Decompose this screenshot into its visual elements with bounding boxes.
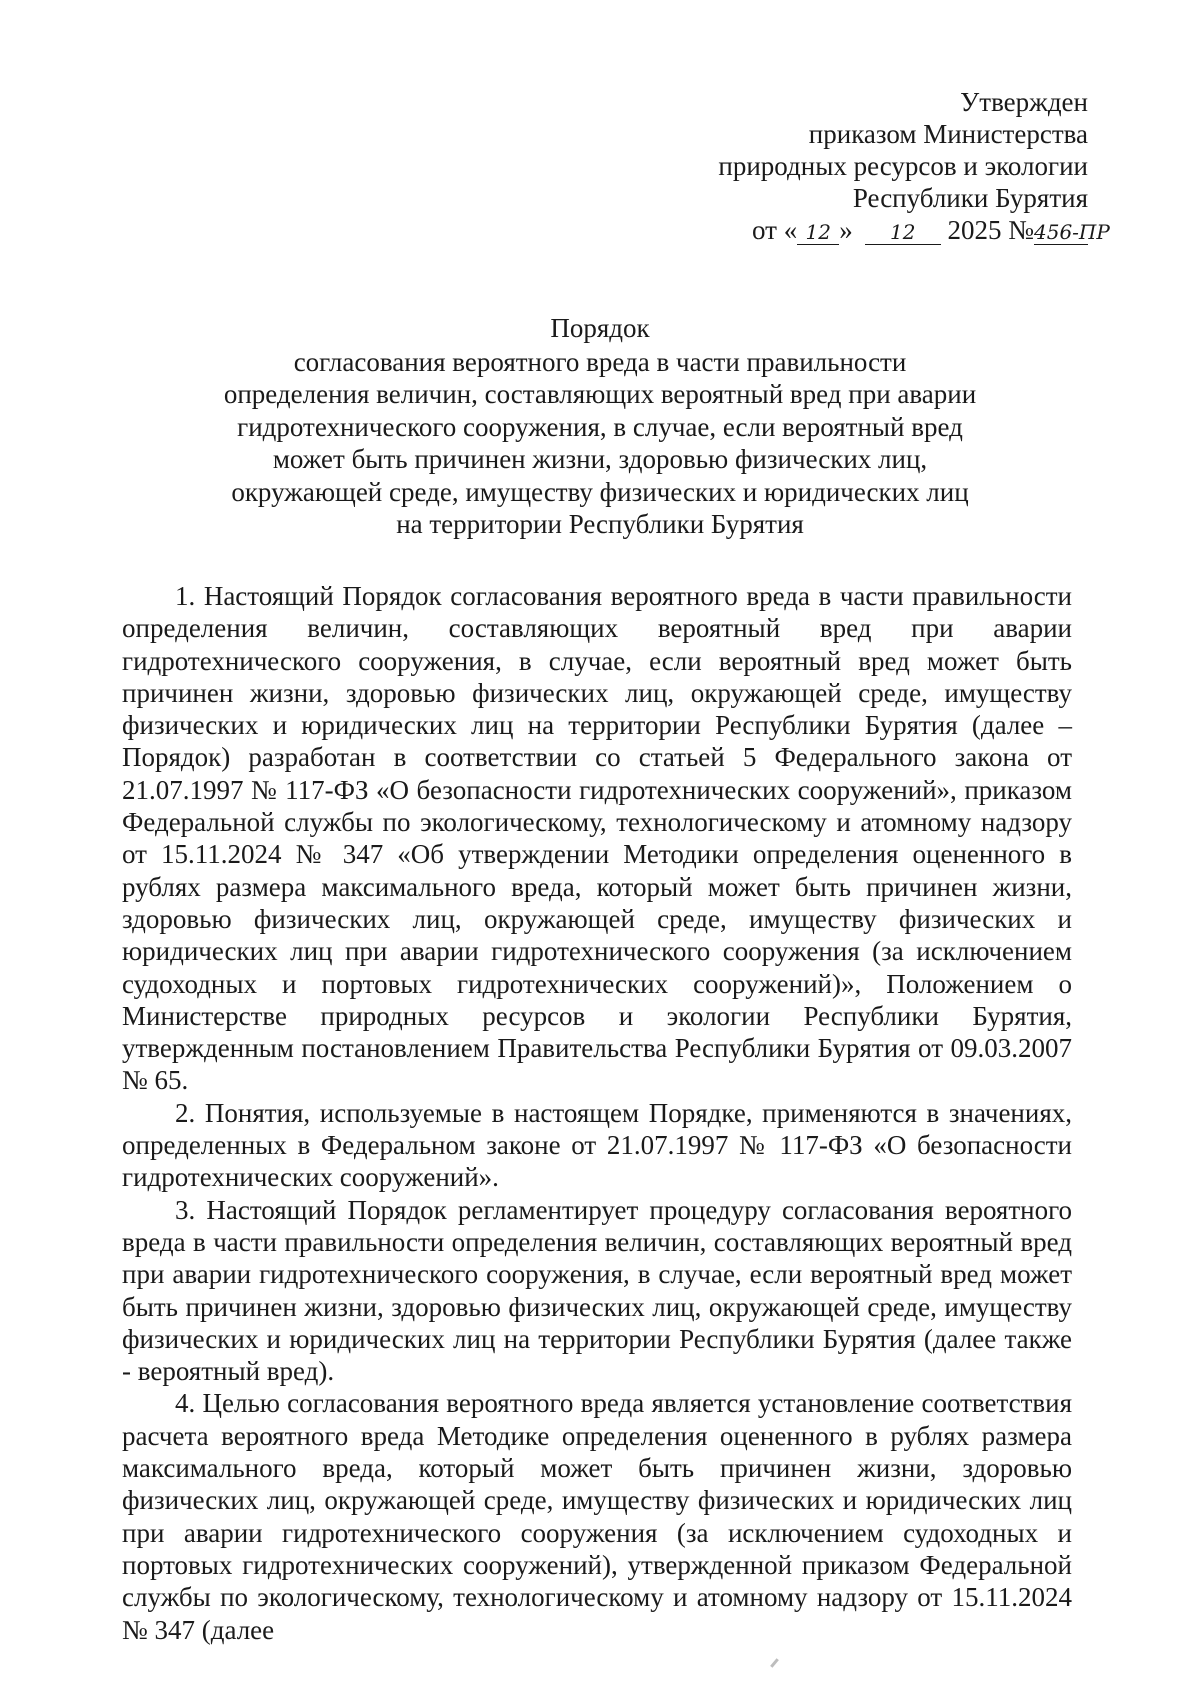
title-line-3: гидротехнического сооружения, в случае, если вероятный вред xyxy=(237,411,963,442)
document-body xyxy=(122,580,1072,1646)
date-month-handwritten: 12 xyxy=(865,220,941,245)
scan-mark xyxy=(770,1658,779,1668)
paragraph-2: 2. Понятия, используемые в настоящем Порядке, применяются в значениях, определенных в Федеральном законе от 21.07.1997 № 117-ФЗ «О безопасности гидротехнических сооружений». xyxy=(122,1097,1072,1193)
paragraph-4: 4. Целью согласования вероятного вреда является установление соответствия расчета вероятного вреда Методике определения оцененного в рублях размера максимального вреда, который может быть причинен жизни, здоровью физических лиц, окружающей среде, имуществу физических и юридических лиц при аварии гидротехнического сооружения (за исключением судоходных и портовых гидротехнических сооружений), утвержденной приказом Федеральной службы по экологическому, технологическому и атомному надзору от 15.11.2024 № 347 (далее xyxy=(122,1388,1072,1645)
date-mid: » xyxy=(839,215,853,245)
approval-line-2: приказом Министерства xyxy=(808,119,1088,149)
title-line-5: окружающей среде, имуществу физических и юридических лиц xyxy=(231,476,969,507)
title-line-1: согласования вероятного вреда в части правильности xyxy=(293,346,907,377)
approval-line-3: природных ресурсов и экологии xyxy=(718,151,1088,181)
title-line-4: может быть причинен жизни, здоровью физических лиц, xyxy=(272,444,928,474)
document-title xyxy=(0,312,1200,541)
approval-date-line xyxy=(718,214,1110,246)
approval-line-4: Республики Бурятия xyxy=(852,183,1088,213)
title-line-6: на территории Республики Бурятия xyxy=(396,509,804,539)
approval-stamp xyxy=(718,86,1110,246)
paragraph-1: 1. Настоящий Порядок согласования вероятного вреда в части правильности определения величин, составляющих вероятный вред при аварии гидротехнического сооружения, в случае, если вероятный вред может быть причинен жизни, здоровью физических лиц, окружающей среде, имуществу физических и юридических лиц на территории Республики Бурятия (далее – Порядок) разработан в соответствии со статьей 5 Федерального закона от 21.07.1997 № 117-ФЗ «О безопасности гидротехнических сооружений», приказом Федеральной службы по экологическому, технологическому и атомному надзору от 15.11.2024 № 347 «Об утверждении Методики определения оцененного в рублях размера максимального вреда, который может быть причинен жизни, здоровью физических лиц, окружающей среде, имуществу физических и юридических лиц при аварии гидротехнического сооружения (за исключением судоходных и портовых гидротехнических сооружений)», Положением о Министерстве природных ресурсов и экологии Республики Бурятия, утвержденным постановлением Правительства Республики Бурятия от 09.03.2007 № 65. xyxy=(122,581,1072,1096)
approval-line-1: Утвержден xyxy=(960,87,1088,117)
paragraph-3: 3. Настоящий Порядок регламентирует процедуру согласования вероятного вреда в части правильности определения величин, составляющих вероятный вред при аварии гидротехнического сооружения, в случае, если вероятный вред может быть причинен жизни, здоровью физических лиц, окружающей среде, имуществу физических и юридических лиц на территории Республики Бурятия (далее также - вероятный вред). xyxy=(122,1194,1072,1387)
title-line-2: определения величин, составляющих вероятный вред при аварии xyxy=(223,379,977,409)
date-year: 2025 № xyxy=(947,215,1034,245)
date-day-handwritten: 12 xyxy=(797,220,839,245)
title-heading: Порядок xyxy=(550,313,650,343)
date-prefix: от « xyxy=(752,215,798,245)
order-number-handwritten: 456-ПР xyxy=(1034,220,1110,244)
